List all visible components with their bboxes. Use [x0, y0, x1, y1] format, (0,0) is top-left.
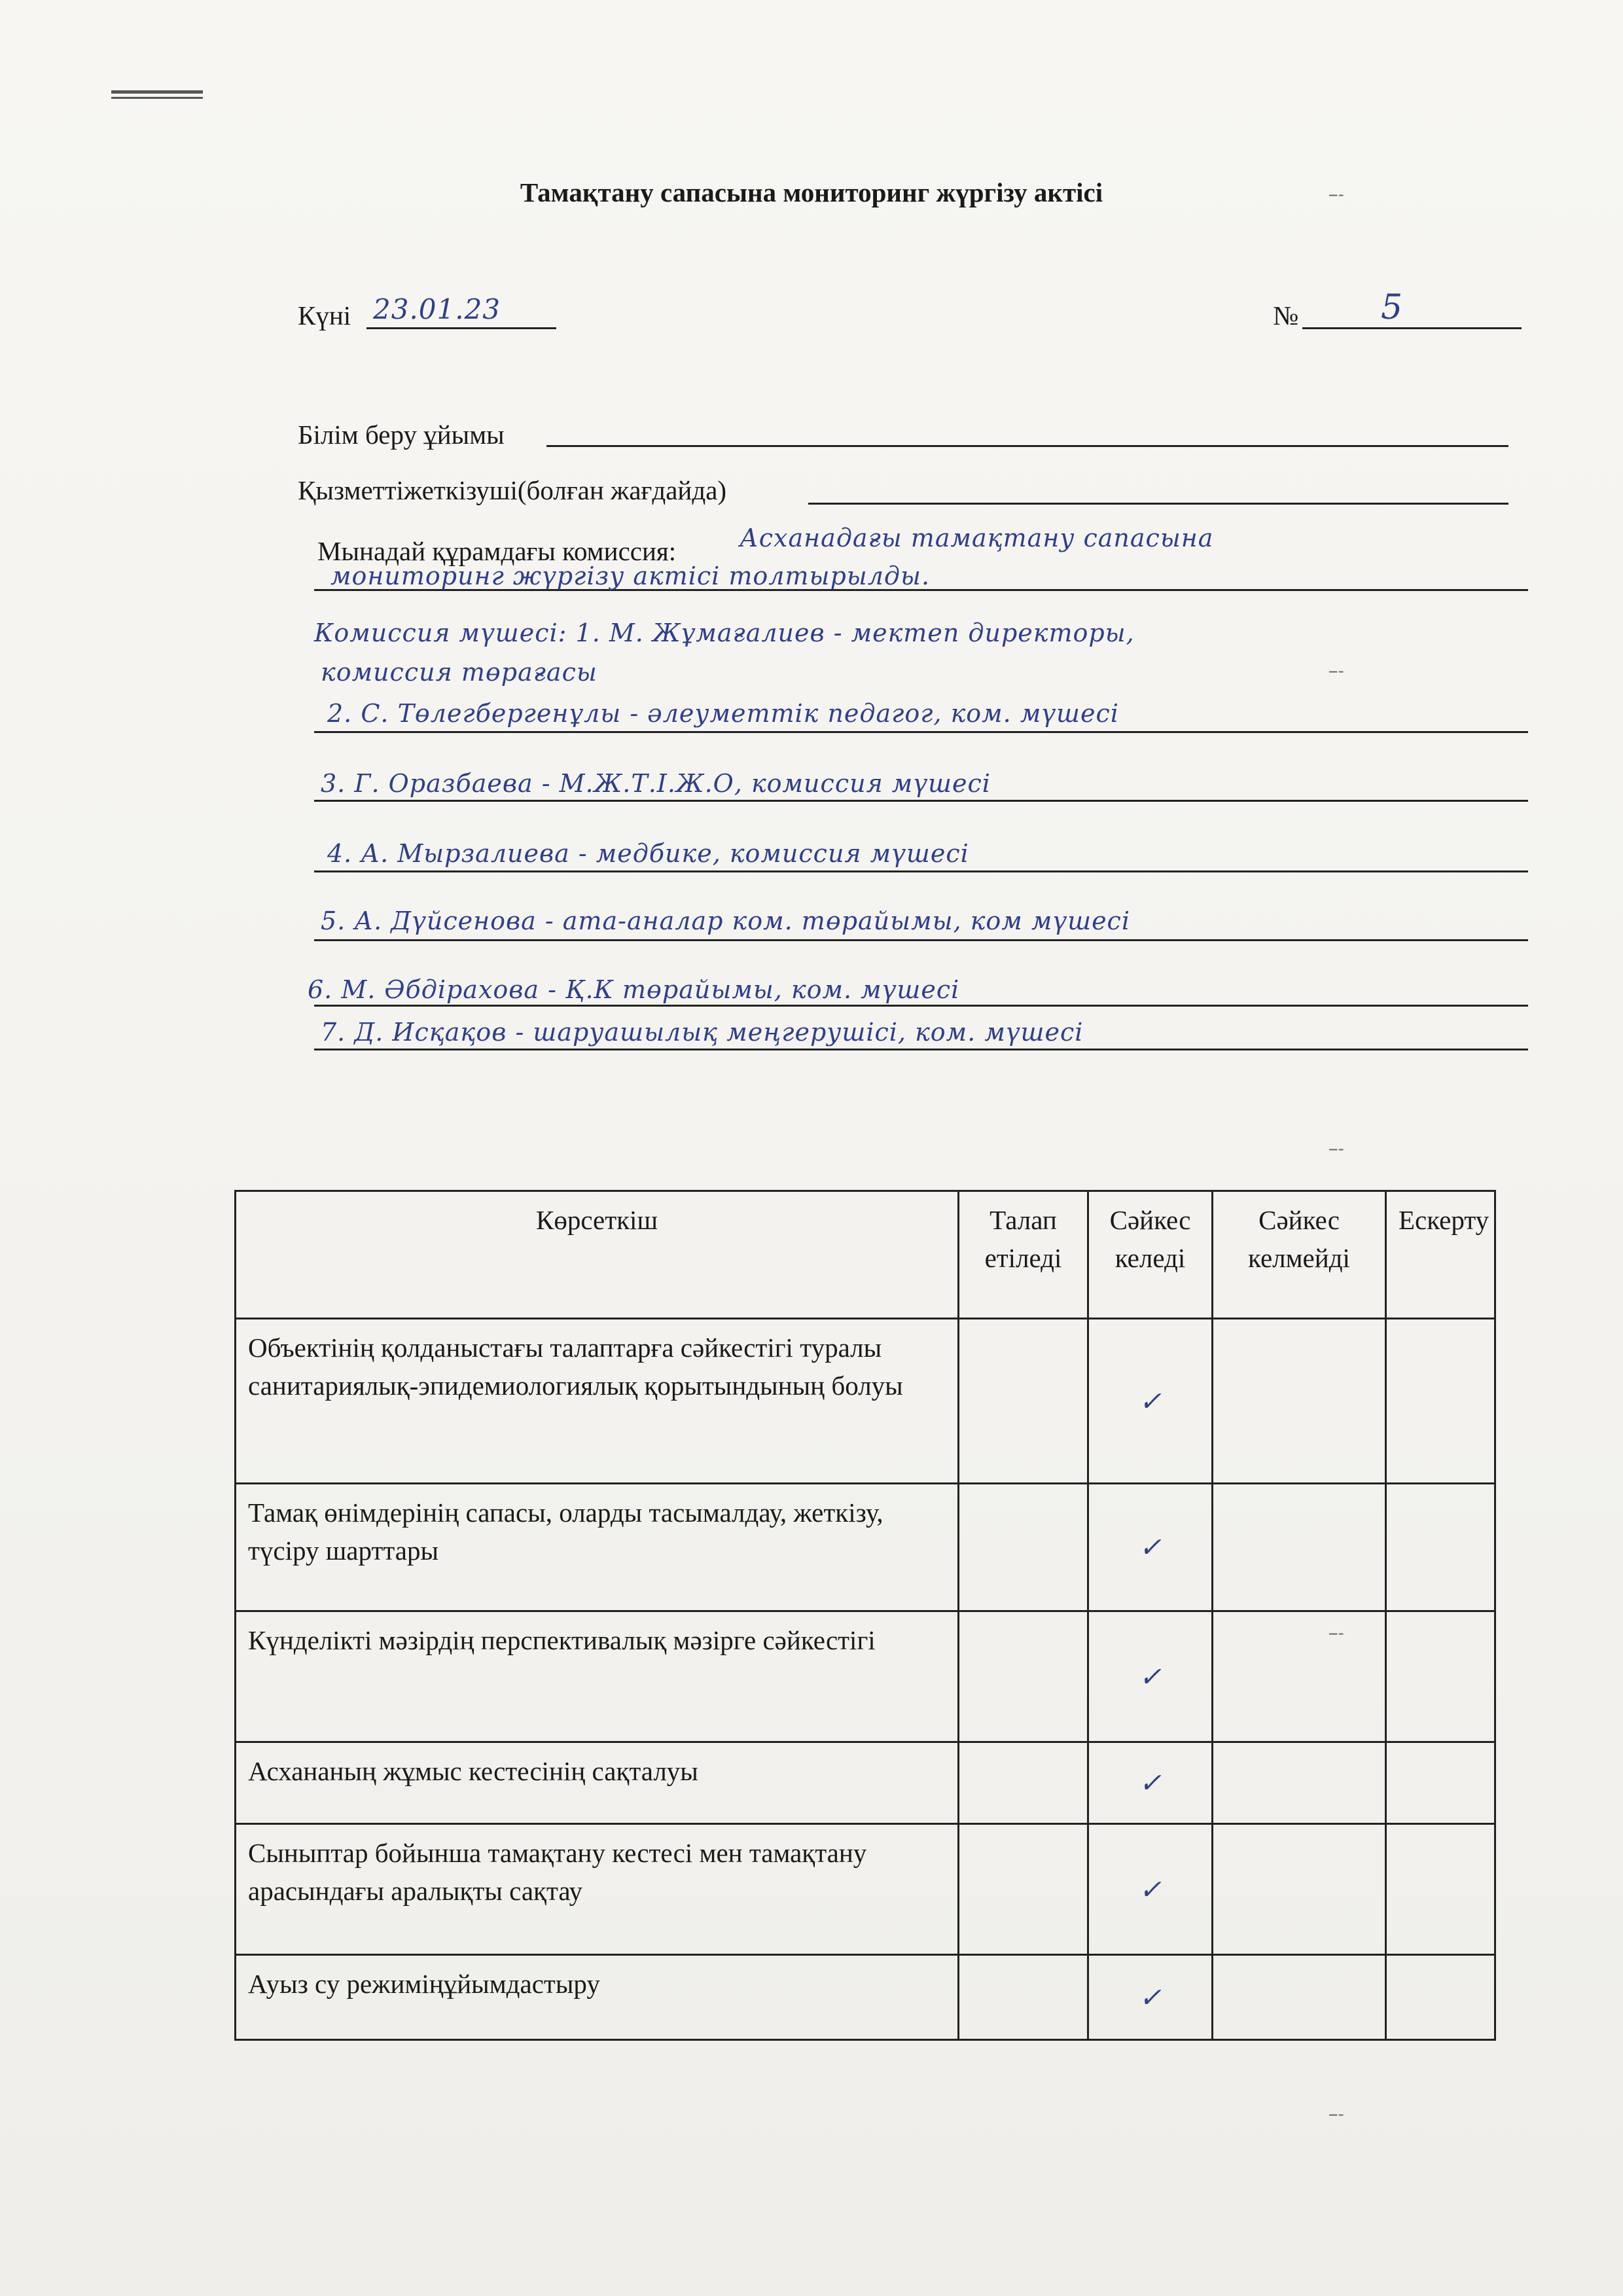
stray-mark: -- -: [1329, 185, 1342, 204]
supplier-underline: [808, 503, 1508, 505]
commission-line-6: 3. Г. Оразбаева - М.Ж.Т.І.Ж.О, комиссия мүшесі: [321, 769, 991, 798]
number-underline: [1302, 327, 1522, 329]
note-cell: [1386, 1955, 1495, 2040]
commission-underline-6: [314, 800, 1528, 802]
number-label: №: [1273, 300, 1299, 331]
not-complies-cell: [1213, 1824, 1386, 1955]
note-cell: [1386, 1484, 1495, 1611]
top-left-margin-mark: [111, 90, 203, 94]
header-complies: Сәйкес келеді: [1088, 1191, 1213, 1319]
organization-underline: [546, 445, 1508, 447]
date-underline: [366, 327, 556, 329]
not-complies-cell: [1213, 1955, 1386, 2040]
not-complies-cell: [1213, 1742, 1386, 1824]
complies-checkmark: ✓: [1088, 1611, 1213, 1742]
document-title: Тамақтану сапасына мониторинг жүргізу актісі: [520, 177, 1103, 207]
header-note: Ескерту: [1386, 1191, 1495, 1319]
table-row: [236, 1955, 1495, 2040]
monitoring-table: [234, 1190, 1496, 2041]
indicator-cell: Ауыз су режиміңұйымдастыру: [236, 1955, 959, 2040]
date-label: Күні: [298, 300, 351, 331]
required-cell: [959, 1824, 1088, 1955]
date-value: 23.01.23: [373, 293, 501, 325]
supplier-label: Қызметтіжеткізуші(болған жағдайда): [298, 475, 727, 505]
stray-mark: -- -: [1329, 1623, 1342, 1642]
required-cell: [959, 1742, 1088, 1824]
commission-underline-8: [314, 939, 1528, 941]
not-complies-cell: [1213, 1611, 1386, 1742]
commission-underline-5: [314, 731, 1528, 733]
not-complies-cell: [1213, 1319, 1386, 1484]
required-cell: [959, 1484, 1088, 1611]
table-row: [236, 1742, 1495, 1824]
stray-mark: -- -: [1329, 661, 1342, 680]
stray-mark: -- -: [1329, 2104, 1342, 2123]
note-cell: [1386, 1742, 1495, 1824]
not-complies-cell: [1213, 1484, 1386, 1611]
indicator-cell: Тамақ өнімдерінің сапасы, оларды тасымалдау, жеткізу, түсіру шарттары: [236, 1484, 959, 1611]
note-cell: [1386, 1611, 1495, 1742]
complies-checkmark: ✓: [1088, 1824, 1213, 1955]
complies-checkmark: ✓: [1088, 1955, 1213, 2040]
commission-underline-9: [314, 1005, 1528, 1007]
table-row: [236, 1611, 1495, 1742]
table-row: [236, 1319, 1495, 1484]
commission-line-2: мониторинг жүргізу актісі толтырылды.: [330, 562, 931, 590]
commission-line-8: 5. А. Дүйсенова - ата-аналар ком. төрайымы, ком мүшесі: [321, 906, 1130, 935]
indicator-cell: Асхананың жұмыс кестесінің сақталуы: [236, 1742, 959, 1824]
header-indicator: Көрсеткіш: [236, 1191, 959, 1319]
table-header-row: [236, 1191, 1495, 1319]
complies-checkmark: ✓: [1088, 1742, 1213, 1824]
complies-checkmark: ✓: [1088, 1484, 1213, 1611]
indicator-cell: Күнделікті мәзірдің перспективалық мәзірге сәйкестігі: [236, 1611, 959, 1742]
commission-label: Мынадай құрамдағы комиссия:: [317, 536, 677, 566]
commission-line-7: 4. А. Мырзалиева - медбике, комиссия мүшесі: [327, 839, 969, 868]
commission-line-1: Асханадағы тамақтану сапасына: [740, 524, 1214, 552]
header-not-complies: Сәйкес келмейді: [1213, 1191, 1386, 1319]
note-cell: [1386, 1824, 1495, 1955]
table-row: [236, 1484, 1495, 1611]
commission-underline-10: [314, 1049, 1528, 1050]
complies-checkmark: ✓: [1088, 1319, 1213, 1484]
top-left-margin-mark-2: [111, 97, 203, 99]
table-row: [236, 1824, 1495, 1955]
required-cell: [959, 1955, 1088, 2040]
indicator-cell: Объектінің қолданыстағы талаптарға сәйкестігі туралы санитариялық-эпидемиологиялық қорытындының болуы: [236, 1319, 959, 1484]
header-required: Талап етіледі: [959, 1191, 1088, 1319]
organization-label: Білім беру ұйымы: [298, 420, 505, 450]
commission-line-9: 6. М. Әбдірахова - Қ.К төрайымы, ком. мүшесі: [308, 975, 960, 1004]
commission-line-3: Комиссия мүшесі: 1. М. Жұмағалиев - мектеп директоры,: [314, 619, 1135, 647]
commission-line-4: комиссия төрағасы: [321, 658, 597, 687]
required-cell: [959, 1319, 1088, 1484]
commission-line-10: 7. Д. Исқақов - шаруашылық меңгерушісі, ком. мүшесі: [321, 1018, 1084, 1047]
required-cell: [959, 1611, 1088, 1742]
number-value: 5: [1381, 288, 1404, 327]
indicator-cell: Сыныптар бойынша тамақтану кестесі мен тамақтану арасындағы аралықты сақтау: [236, 1824, 959, 1955]
commission-underline-7: [314, 870, 1528, 872]
note-cell: [1386, 1319, 1495, 1484]
stray-mark: -- -: [1329, 1139, 1342, 1158]
commission-line-5: 2. С. Төлегбергенұлы - әлеуметтік педагог, ком. мүшесі: [327, 699, 1119, 728]
